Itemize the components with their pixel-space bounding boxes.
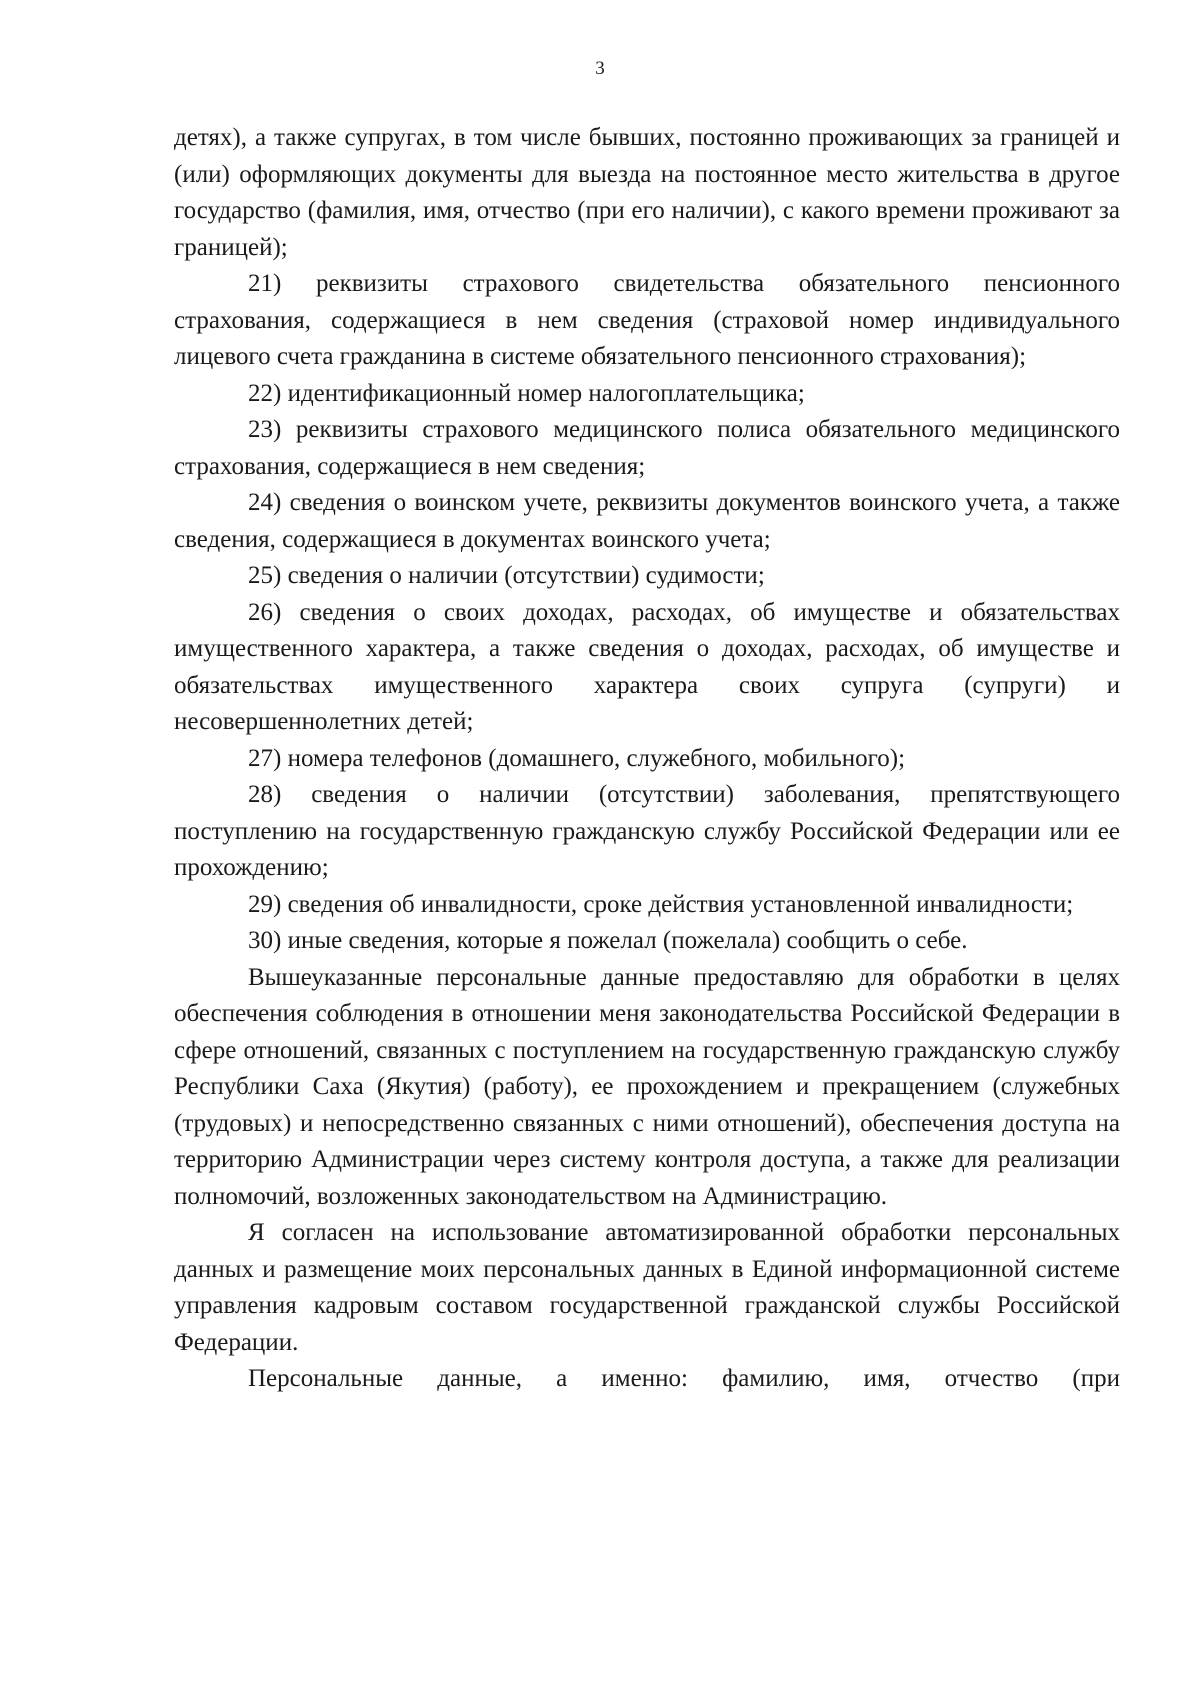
page-number: 3 [595, 58, 605, 79]
paragraph-spouses-abroad: детях), а также супругах, в том числе бывших, постоянно проживающих за границей и (или) оформляющих документы для выезда на постоянное место жительства в другое государство (фамилия, имя, отчество (при его наличии), с какого времени проживают за границей); [174, 124, 1120, 261]
paragraph-item-28: 28) сведения о наличии (отсутствии) заболевания, препятствующего поступлению на государственную гражданскую службу Российской Федерации или ее прохождению; [174, 781, 1120, 881]
paragraph-item-21: 21) реквизиты страхового свидетельства обязательного пенсионного страхования, содержащиеся в нем сведения (страховой номер индивидуального лицевого счета гражданина в системе обязательного пенсионного страхования); [174, 270, 1120, 370]
paragraph-personal-data-continued: Персональные данные, а именно: фамилию, имя, отчество (при [248, 1365, 1120, 1392]
paragraph-item-23: 23) реквизиты страхового медицинского полиса обязательного медицинского страхования, содержащиеся в нем сведения; [174, 416, 1120, 480]
paragraph-item-30: 30) иные сведения, которые я пожелал (пожелала) сообщить о себе. [248, 927, 968, 954]
paragraph-item-29: 29) сведения об инвалидности, сроке действия установленной инвалидности; [248, 890, 1074, 918]
paragraph-item-26: 26) сведения о своих доходах, расходах, об имуществе и обязательствах имущественного характера, а также сведения о доходах, расходах, об имуществе и обязательствах имущественного характера своих супруга (супруги) и несовершеннолетних детей; [174, 598, 1120, 735]
paragraph-item-22: 22) идентификационный номер налогоплательщика; [248, 379, 805, 407]
paragraph-item-27: 27) номера телефонов (домашнего, служебного, мобильного); [248, 744, 906, 772]
paragraph-purpose-of-processing: Вышеуказанные персональные данные предоставляю для обработки в целях обеспечения соблюдения в отношении меня законодательства Российской Федерации в сфере отношений, связанных с поступлением на государственную гражданскую службу Республики Саха (Якутия) (работу), ее прохождением и прекращением (служебных (трудовых) и непосредственно связанных с ними отношений), обеспечения доступа на территорию Администрации через систему контроля доступа, а также для реализации полномочий, возложенных законодательством на Администрацию. [174, 963, 1120, 1210]
paragraph-item-24: 24) сведения о воинском учете, реквизиты документов воинского учета, а также сведения, содержащиеся в документах воинского учета; [174, 489, 1120, 553]
paragraph-consent-automated-processing: Я согласен на использование автоматизированной обработки персональных данных и размещение моих персональных данных в Единой информационной системе управления кадровым составом государственной гражданской службы Российской Федерации. [174, 1219, 1120, 1356]
document-body [174, 120, 1120, 1398]
paragraph-item-25: 25) сведения о наличии (отсутствии) судимости; [248, 562, 765, 589]
